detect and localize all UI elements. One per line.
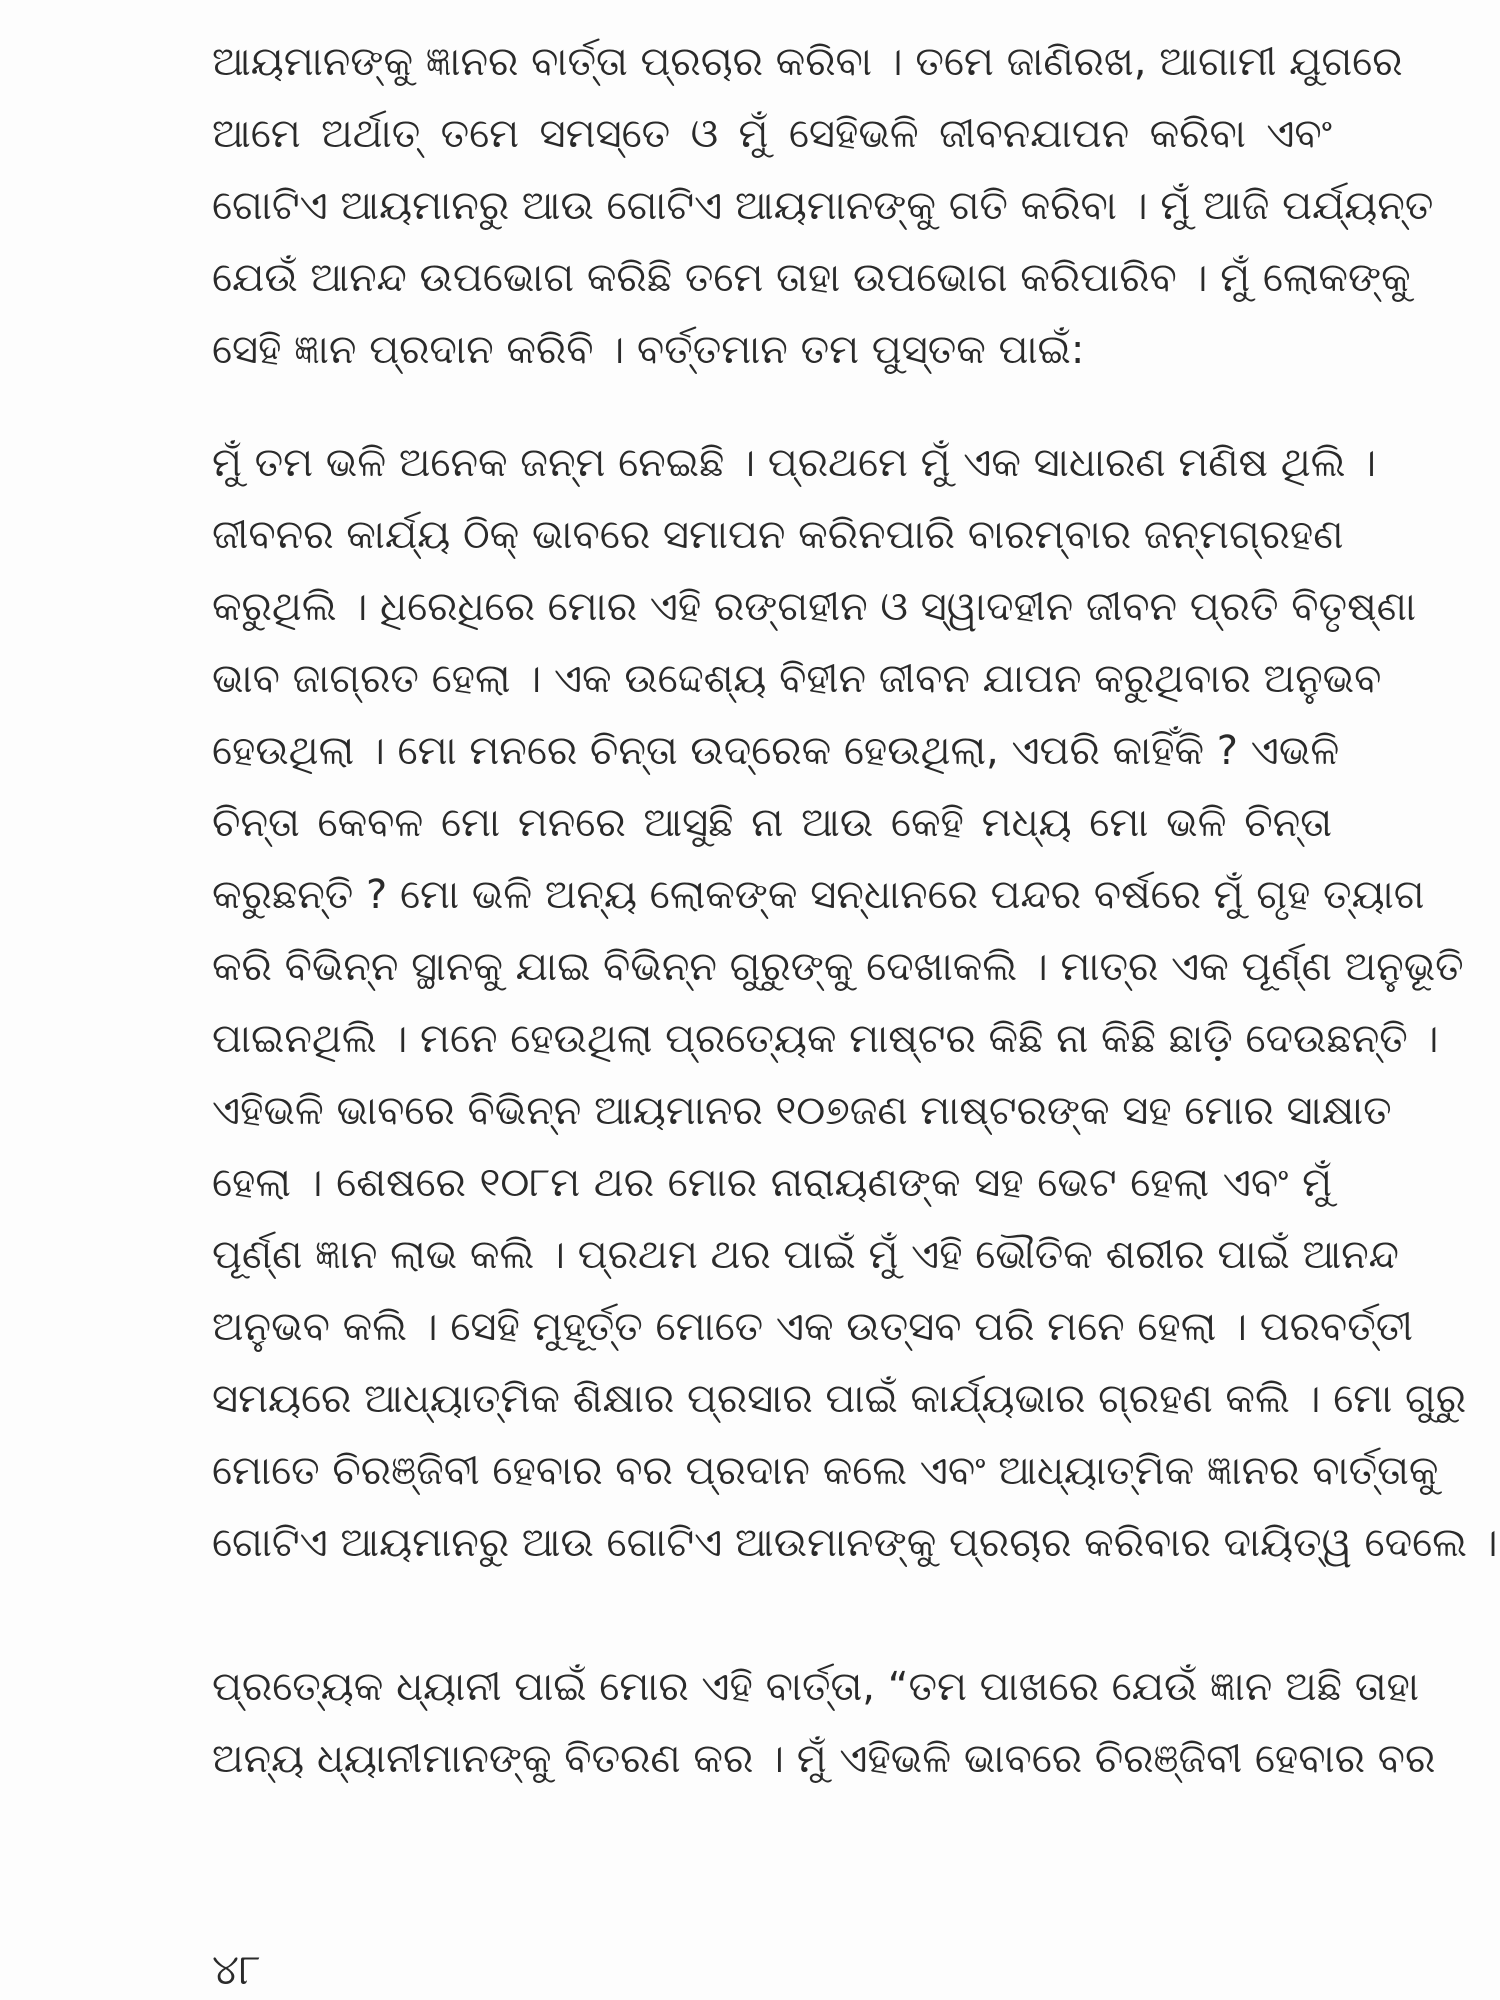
- text-line: ଏହିଭଳି ଭାବରେ ବିଭିନ୍ନ ଆୟମାନର ୧୦୭ଜଣ ମାଷ୍ଟରଙ୍କ ସହ ମୋର ସାକ୍ଷାତ: [212, 1088, 1392, 1134]
- text-line: ଗୋଟିଏ ଆୟମାନରୁ ଆଉ ଗୋଟିଏ ଆୟମାନଙ୍କୁ ଗତି କରିବା । ମୁଁ ଆଜି ପର୍ଯ୍ୟନ୍ତ: [212, 183, 1434, 229]
- text-line: ଭାବ ଜାଗ୍ରତ ହେଲା । ଏକ ଉଦ୍ଦେଶ୍ୟ ବିହୀନ ଜୀବନ ଯାପନ କରୁଥିବାର ଅନୁଭବ: [212, 656, 1382, 702]
- text-line: ଯେଉଁ ଆନନ୍ଦ ଉପଭୋଗ କରିଛି ତମେ ତାହା ଉପଭୋଗ କରିପାରିବ । ମୁଁ ଲୋକଙ୍କୁ: [212, 255, 1411, 301]
- text-line: ସମୟରେ ଆଧ୍ୟାତ୍ମିକ ଶିକ୍ଷାର ପ୍ରସାର ପାଇଁ କାର୍ଯ୍ୟଭାର ଗ୍ରହଣ କଲି । ମୋ ଗୁରୁ: [212, 1376, 1467, 1422]
- text-line: ପୂର୍ଣ୍ଣ ଜ୍ଞାନ ଲାଭ କଲି । ପ୍ରଥମ ଥର ପାଇଁ ମୁଁ ଏହି ଭୌତିକ ଶରୀର ପାଇଁ ଆନନ୍ଦ: [212, 1232, 1399, 1278]
- text-line: ମୁଁ ତମ ଭଳି ଅନେକ ଜନ୍ମ ନେଇଛି । ପ୍ରଥମେ ମୁଁ ଏକ ସାଧାରଣ ମଣିଷ ଥିଲି ।: [212, 440, 1377, 486]
- text-line: କରୁଥିଲି । ଧିରେଧିରେ ମୋର ଏହି ରଙ୍ଗହୀନ ଓ ସ୍ୱାଦହୀନ ଜୀବନ ପ୍ରତି ବିତୃଷ୍ଣା: [212, 584, 1416, 630]
- text-line: କରୁଛନ୍ତି ? ମୋ ଭଳି ଅନ୍ୟ ଲୋକଙ୍କ ସନ୍ଧାନରେ ପନ୍ଦର ବର୍ଷରେ ମୁଁ ଗୃହ ତ୍ୟାଗ: [212, 872, 1425, 918]
- paragraph-3: [212, 1651, 1436, 1795]
- text-line: ପାଇନଥିଲି । ମନେ ହେଉଥିଲା ପ୍ରତ୍ୟେକ ମାଷ୍ଟର କିଛି ନା କିଛି ଛାଡ଼ି ଦେଉଛନ୍ତି ।: [212, 1016, 1439, 1062]
- text-line: ଆମେ ଅର୍ଥାତ୍ ତମେ ସମସ୍ତେ ଓ ମୁଁ ସେହିଭଳି ଜୀବନଯାପନ କରିବା ଏବଂ: [212, 111, 1332, 157]
- text-line: ହେଲା । ଶେଷରେ ୧୦୮ମ ଥର ମୋର ନାରାୟଣଙ୍କ ସହ ଭେଟ ହେଲା ଏବଂ ମୁଁ: [212, 1160, 1332, 1206]
- text-line: ଜୀବନର କାର୍ଯ୍ୟ ଠିକ୍ ଭାବରେ ସମାପନ କରିନପାରି ବାରମ୍ବାର ଜନ୍ମଗ୍ରହଣ: [212, 512, 1344, 558]
- paragraph-1: [212, 26, 1434, 386]
- text-line: କରି ବିଭିନ୍ନ ସ୍ଥାନକୁ ଯାଇ ବିଭିନ୍ନ ଗୁରୁଙ୍କୁ ଦେଖାକଲି । ମାତ୍ର ଏକ ପୂର୍ଣ୍ଣ ଅନୁଭୂତି: [212, 944, 1464, 990]
- text-line: ହେଉଥିଲା । ମୋ ମନରେ ଚିନ୍ତା ଉଦ୍ରେକ ହେଉଥିଲା, ଏପରି କାହିଁକି ? ଏଭଳି: [212, 728, 1340, 774]
- text-line: ଗୋଟିଏ ଆୟମାନରୁ ଆଉ ଗୋଟିଏ ଆଉମାନଙ୍କୁ ପ୍ରଚାର କରିବାର ଦାୟିତ୍ୱ ଦେଲେ ।: [212, 1520, 1498, 1566]
- text-line: ଚିନ୍ତା କେବଳ ମୋ ମନରେ ଆସୁଛି ନା ଆଉ କେହି ମଧ୍ୟ ମୋ ଭଳି ଚିନ୍ତା: [212, 800, 1332, 846]
- text-line: ଅନୁଭବ କଲି । ସେହି ମୁହୂର୍ତ୍ତ ମୋତେ ଏକ ଉତ୍ସବ ପରି ମନେ ହେଲା । ପରବର୍ତ୍ତୀ: [212, 1304, 1413, 1350]
- paragraph-2: [212, 427, 1498, 1579]
- text-line: ଅନ୍ୟ ଧ୍ୟାନୀମାନଙ୍କୁ ବିତରଣ କର । ମୁଁ ଏହିଭଳି ଭାବରେ ଚିରଞ୍ଜିବୀ ହେବାର ବର: [212, 1736, 1436, 1782]
- text-line: ସେହି ଜ୍ଞାନ ପ୍ରଦାନ କରିବି । ବର୍ତ୍ତମାନ ତମ ପୁସ୍ତକ ପାଇଁ:: [212, 327, 1085, 373]
- text-line: ଆୟମାନଙ୍କୁ ଜ୍ଞାନର ବାର୍ତ୍ତା ପ୍ରଚାର କରିବା । ତମେ ଜାଣିରଖ, ଆଗାମୀ ଯୁଗରେ: [212, 39, 1403, 85]
- text-line: ମୋତେ ଚିରଞ୍ଜିବୀ ହେବାର ବର ପ୍ରଦାନ କଲେ ଏବଂ ଆଧ୍ୟାତ୍ମିକ ଜ୍ଞାନର ବାର୍ତ୍ତାକୁ: [212, 1448, 1439, 1494]
- page-number: ୪୮: [212, 1945, 261, 1994]
- text-line: ପ୍ରତ୍ୟେକ ଧ୍ୟାନୀ ପାଇଁ ମୋର ଏହି ବାର୍ତ୍ତା, “ତମ ପାଖରେ ଯେଉଁ ଜ୍ଞାନ ଅଛି ତାହା: [212, 1664, 1419, 1710]
